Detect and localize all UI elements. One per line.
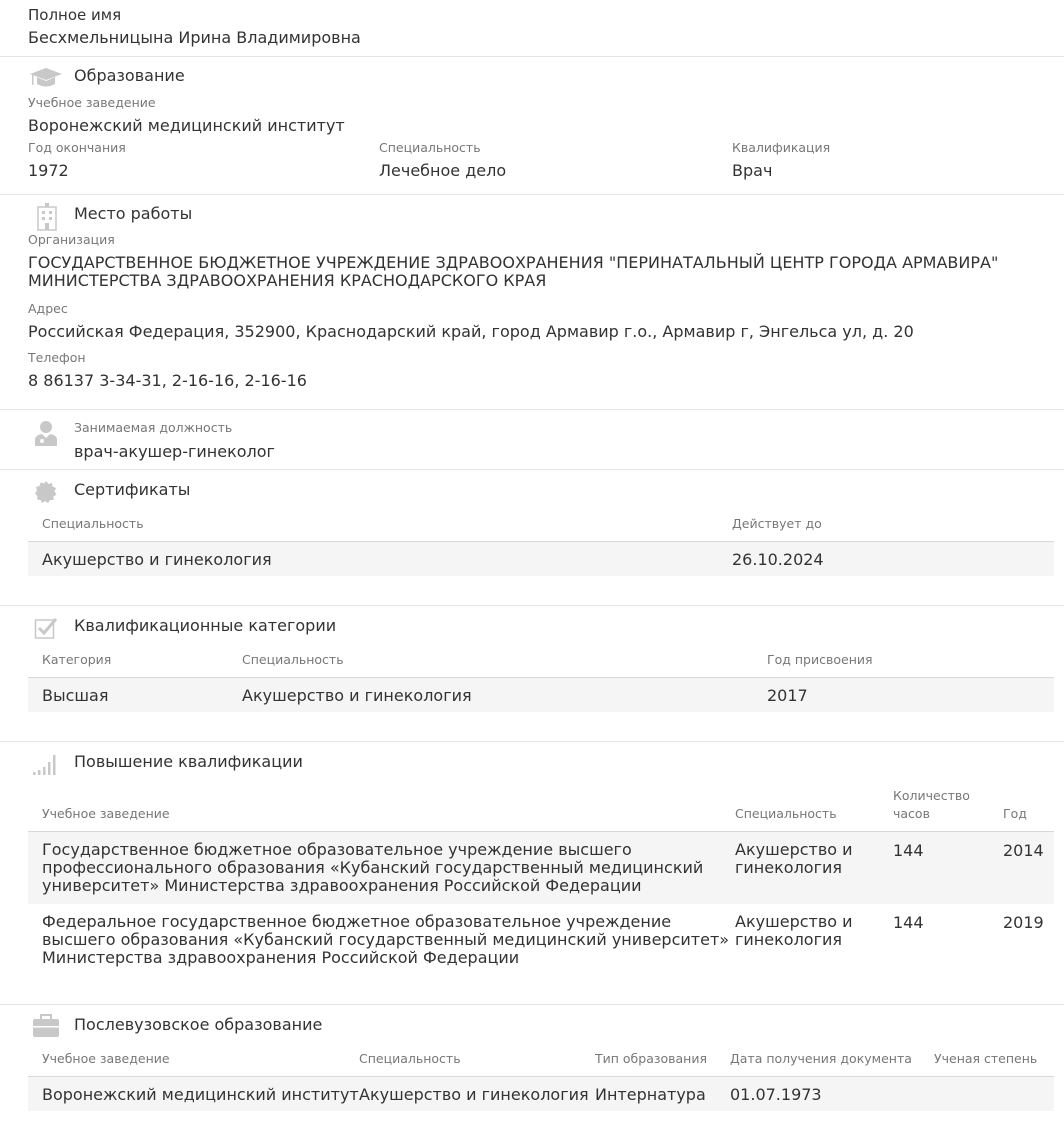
work-phone: 8 86137 3-34-31, 2-16-16, 2-16-16 (28, 371, 307, 390)
postgrad-col-institution: Учебное заведение (42, 1051, 170, 1066)
training-row1-inst-line3: университет» Министерства здравоохранения Российской Федерации (42, 876, 642, 895)
training-col-hours-2: часов (893, 806, 930, 821)
full-name: Бесхмельницына Ирина Владимировна (28, 28, 361, 47)
work-phone-label: Телефон (28, 350, 86, 365)
education-specialty: Лечебное дело (379, 161, 507, 180)
certificate-seal-icon (34, 480, 58, 504)
bar-signal-icon (32, 752, 60, 776)
training-col-hours-1: Количество (893, 788, 970, 803)
work-org-label: Организация (28, 232, 115, 247)
training-col-year: Год (1003, 806, 1027, 821)
divider (0, 741, 1064, 742)
training-row2-spec-line2: гинекология (735, 930, 843, 949)
work-org-line2: МИНИСТЕРСТВА ЗДРАВООХРАНЕНИЯ КРАСНОДАРСКОГО КРАЯ (28, 271, 547, 290)
postgrad-specialty: Акушерство и гинекология (359, 1085, 589, 1104)
postgrad-title: Послевузовское образование (74, 1015, 323, 1034)
training-row1-spec-line1: Акушерство и (735, 840, 853, 859)
education-institution: Воронежский медицинский институт (28, 116, 345, 135)
education-qualification-label: Квалификация (732, 140, 831, 155)
position-label: Занимаемая должность (74, 420, 233, 435)
education-year: 1972 (28, 161, 69, 180)
graduation-cap-icon (28, 66, 64, 90)
postgrad-institution: Воронежский медицинский институт (42, 1085, 359, 1104)
training-row1-spec-line2: гинекология (735, 858, 843, 877)
training-row1-inst (42, 841, 703, 895)
building-icon (36, 203, 58, 231)
work-title: Место работы (74, 204, 193, 223)
training-row2-inst-line3: Министерства здравоохранения Российской Федерации (42, 948, 520, 967)
training-row1-inst-line2: профессионального образования «Кубанский государственный медицинский (42, 858, 704, 877)
category-specialty: Акушерство и гинекология (242, 686, 472, 705)
training-row1-year: 2014 (1003, 841, 1044, 860)
divider (0, 1004, 1064, 1005)
checkbox-checked-icon (34, 616, 58, 640)
briefcase-icon (32, 1014, 60, 1038)
position-value: врач-акушер-гинеколог (74, 442, 275, 461)
categories-col-category: Категория (42, 652, 112, 667)
training-row1-spec (735, 841, 853, 877)
postgrad-type: Интернатура (595, 1085, 706, 1104)
training-row2-inst (42, 913, 729, 967)
certificate-valid: 26.10.2024 (732, 550, 824, 569)
training-col-specialty: Специальность (735, 806, 837, 821)
certificate-specialty: Акушерство и гинекология (42, 550, 272, 569)
divider (0, 469, 1064, 470)
training-title: Повышение квалификации (74, 752, 303, 771)
postgrad-col-type: Тип образования (595, 1051, 707, 1066)
training-row2-spec-line1: Акушерство и (735, 912, 853, 931)
categories-col-year: Год присвоения (767, 652, 873, 667)
training-row2-inst-line1: Федеральное государственное бюджетное образовательное учреждение (42, 912, 672, 931)
education-specialty-label: Специальность (379, 140, 481, 155)
postgrad-col-date: Дата получения документа (730, 1051, 912, 1066)
work-address-label: Адрес (28, 301, 68, 316)
category-value: Высшая (42, 686, 109, 705)
certificates-title: Сертификаты (74, 480, 191, 499)
category-year: 2017 (767, 686, 808, 705)
education-title: Образование (74, 66, 185, 85)
categories-title: Квалификационные категории (74, 616, 337, 635)
divider (0, 56, 1064, 57)
postgrad-date: 01.07.1973 (730, 1085, 822, 1104)
training-row2-hours: 144 (893, 913, 924, 932)
doctor-icon (34, 420, 58, 446)
work-address: Российская Федерация, 352900, Краснодарский край, город Армавир г.о., Армавир г, Энгельса ул, д. 20 (28, 322, 914, 341)
full-name-label: Полное имя (28, 6, 122, 24)
education-year-label: Год окончания (28, 140, 126, 155)
training-row2-year: 2019 (1003, 913, 1044, 932)
certificates-col-valid: Действует до (732, 516, 822, 531)
postgrad-col-degree: Ученая степень (934, 1051, 1038, 1066)
education-qualification: Врач (732, 161, 773, 180)
training-row2-inst-line2: высшего образования «Кубанский государственный медицинский университет» (42, 930, 730, 949)
certificates-col-specialty: Специальность (42, 516, 144, 531)
training-row2-spec (735, 913, 853, 949)
work-org-line1: ГОСУДАРСТВЕННОЕ БЮДЖЕТНОЕ УЧРЕЖДЕНИЕ ЗДРАВООХРАНЕНИЯ "ПЕРИНАТАЛЬНЫЙ ЦЕНТР ГОРОДА АРМАВИРА" (28, 253, 999, 272)
training-row1-hours: 144 (893, 841, 924, 860)
divider (0, 409, 1064, 410)
postgrad-col-specialty: Специальность (359, 1051, 461, 1066)
training-col-institution: Учебное заведение (42, 806, 170, 821)
divider (0, 194, 1064, 195)
training-row1-inst-line1: Государственное бюджетное образовательное учреждение высшего (42, 840, 632, 859)
categories-col-specialty: Специальность (242, 652, 344, 667)
divider (0, 605, 1064, 606)
table-row (28, 677, 1054, 712)
education-institution-label: Учебное заведение (28, 95, 156, 110)
